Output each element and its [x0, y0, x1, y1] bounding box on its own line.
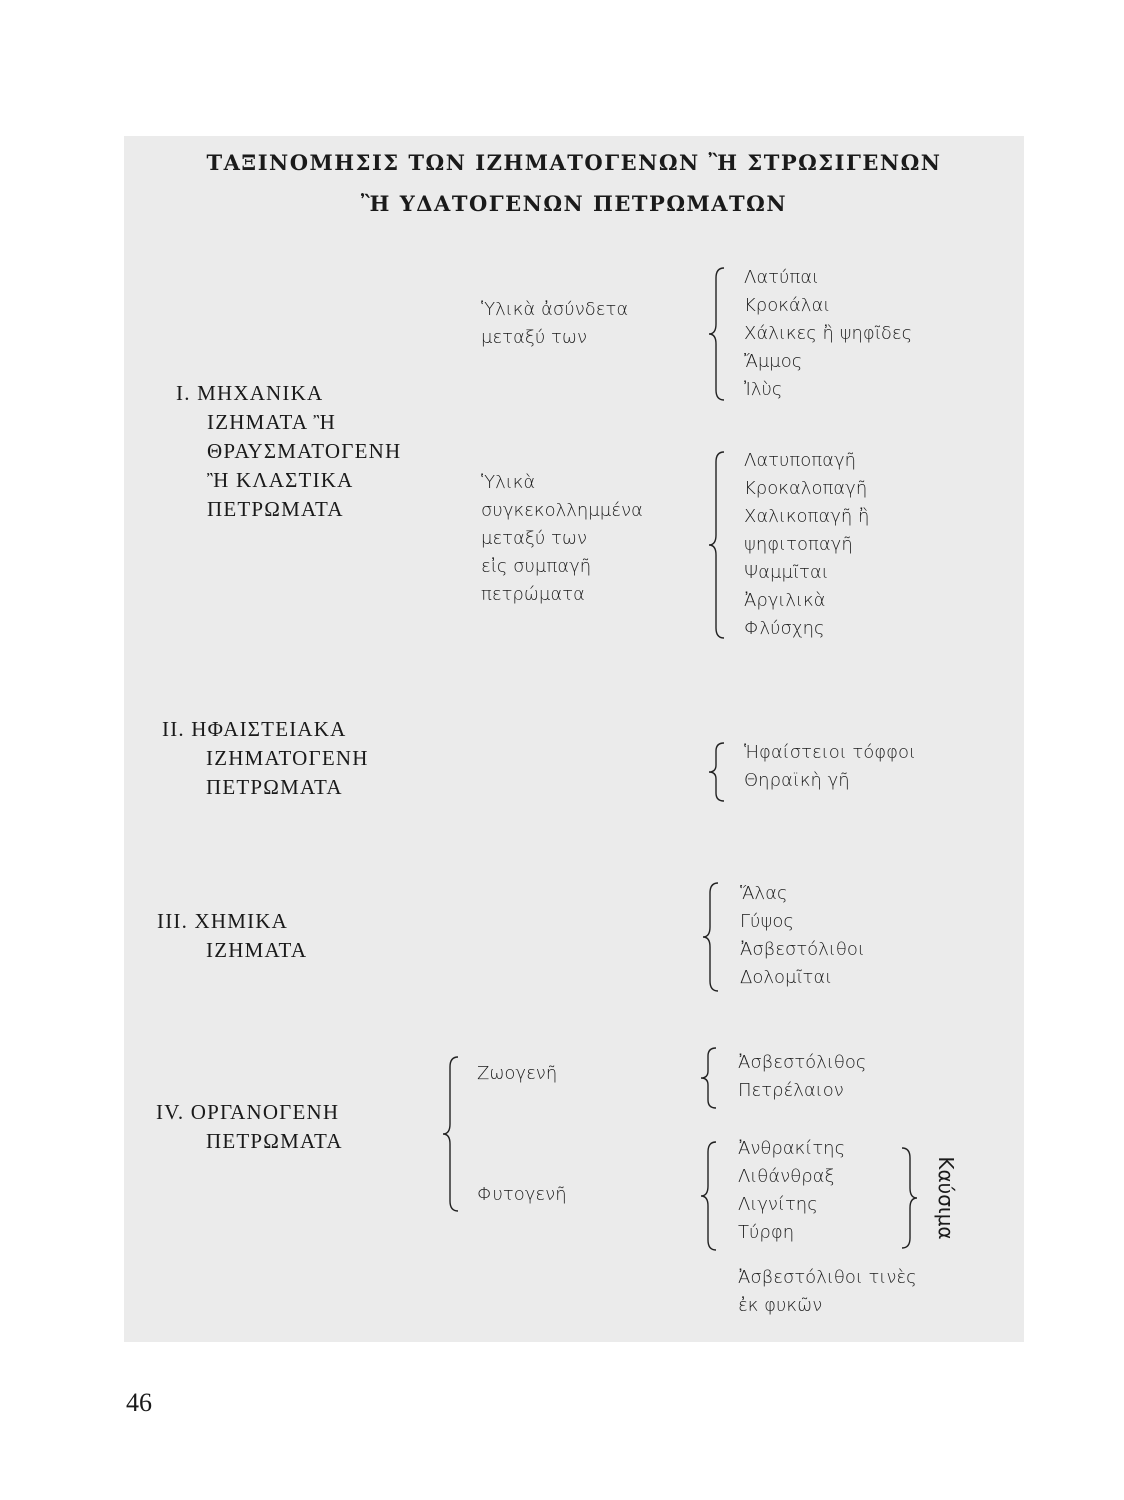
- group-a-items: Λατύπαι Κροκάλαι Χάλικες ἢ ψηφῖδες Ἄμμος Ἰλὺς: [744, 267, 913, 400]
- brace-phytogenic: [698, 1140, 722, 1252]
- phytogenic-items: Ἀνθρακίτης Λιθάνθραξ Λιγνίτης Τύρφη: [738, 1138, 846, 1243]
- group-a-label: Ὑλικὰ ἀσύνδετα μεταξύ των: [481, 299, 629, 348]
- section-3-heading: III. ΧΗΜΙΚΑ ΙΖΗΜΑΤΑ: [157, 909, 308, 962]
- phytogenic-label: Φυτογενῆ: [477, 1184, 567, 1205]
- section-2-items: Ἡφαίστειοι τόφφοι Θηραϊκὴ γῆ: [744, 742, 916, 791]
- zoogenic-items: Ἀσβεστόλιθος Πετρέλαιον: [738, 1052, 867, 1101]
- brace-group-a: [706, 266, 730, 402]
- fuels-vertical-label: Καύσιμα: [934, 1156, 958, 1240]
- title-line-1: ΤΑΞΙΝΟΜΗΣΙΣ ΤΩΝ ΙΖΗΜΑΤΟΓΕΝΩΝ Ἢ ΣΤΡΩΣΙΓΕΝΩΝ: [206, 150, 942, 175]
- group-b-items: Λατυποπαγῆ Κροκαλοπαγῆ Χαλικοπαγῆ ἢ ψηφιτοπαγῆ Ψαμμῖται Ἀργιλικὰ Φλύσχης: [744, 450, 870, 639]
- section-2-heading: II. ΗΦΑΙΣΤΕΙΑΚΑ ΙΖΗΜΑΤΟΓΕΝΗ ΠΕΤΡΩΜΑΤΑ: [162, 717, 369, 799]
- group-b-label: Ὑλικὰ συγκεκολλημμένα μεταξύ των εἰς συμπαγῆ πετρώματα: [481, 472, 643, 605]
- brace-zoogenic: [698, 1046, 722, 1110]
- section-1-heading: I. ΜΗΧΑΝΙΚΑ ΙΖΗΜΑΤΑ Ἢ ΘΡΑΥΣΜΑΤΟΓΕΝΗ Ἢ ΚΛΑΣΤΙΚΑ ΠΕΤΡΩΜΑΤΑ: [176, 381, 402, 521]
- section-4-heading: IV. ΟΡΓΑΝΟΓΕΝΗ ΠΕΤΡΩΜΑΤΑ: [156, 1100, 343, 1153]
- brace-fuels: [898, 1146, 922, 1250]
- brace-section-3: [700, 881, 724, 993]
- title-line-2: Ἢ ΥΔΑΤΟΓΕΝΩΝ ΠΕΤΡΩΜΑΤΩΝ: [360, 191, 788, 216]
- page-number: 46: [126, 1388, 152, 1417]
- phytogenic-extra: Ἀσβεστόλιθοι τινὲς ἐκ φυκῶν: [738, 1267, 917, 1316]
- brace-section-4: [440, 1055, 464, 1213]
- zoogenic-label: Ζωογενῆ: [477, 1063, 558, 1084]
- brace-group-b: [706, 450, 730, 640]
- section-3-items: Ἅλας Γύψος Ἀσβεστόλιθοι Δολομῖται: [740, 883, 865, 988]
- brace-section-2: [706, 741, 730, 803]
